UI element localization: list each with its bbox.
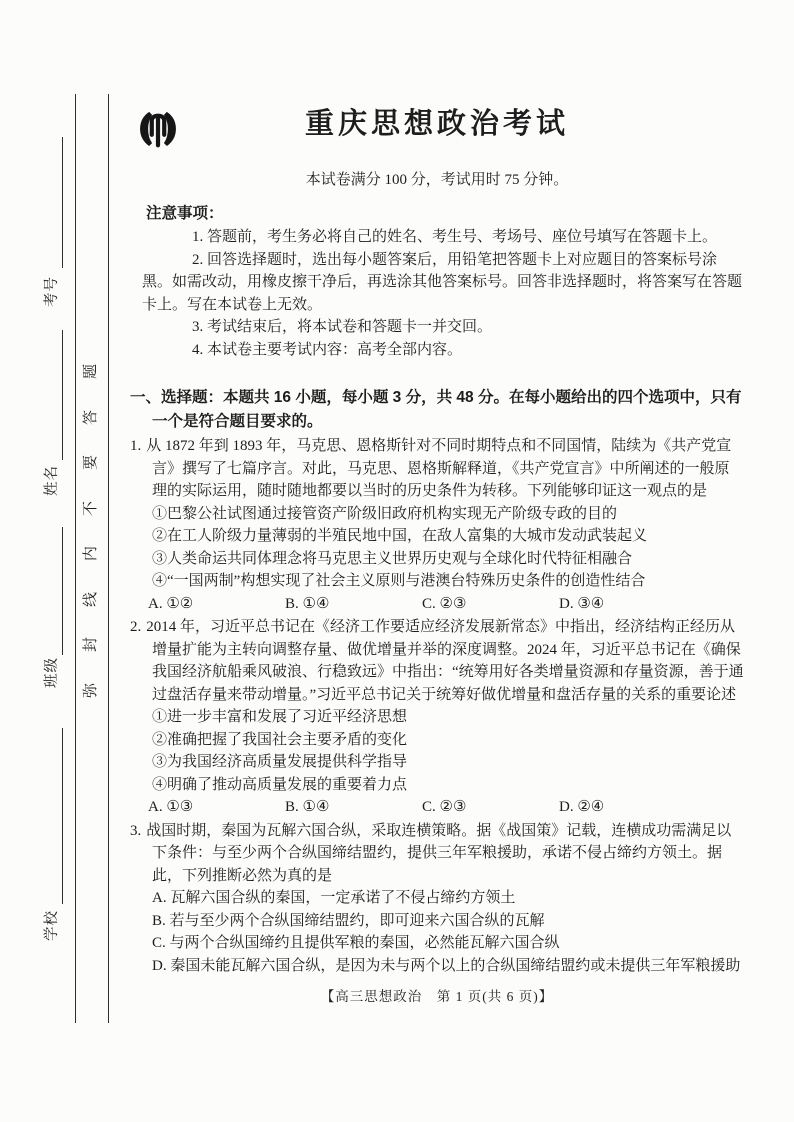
class-fill-line	[62, 527, 63, 655]
exam-number-label: 考号	[43, 275, 60, 307]
seal-line-right	[108, 94, 109, 1023]
option-a: A. 瓦解六国合纵的秦国，一定承诺了不侵占缔约方领土	[152, 890, 516, 906]
notice-heading: 注意事项：	[146, 204, 224, 222]
choice-b: B. ①④	[285, 799, 330, 815]
seal-notice-vertical-text: 题 答 要 不 内 线 封 弥	[82, 363, 99, 698]
school-label: 学校	[43, 909, 60, 941]
exam-score-duration-line: 本试卷满分 100 分，考试用时 75 分钟。	[305, 172, 569, 188]
statement-item: ③为我国经济高质量发展提供科学指导	[152, 754, 408, 770]
choice-a: A. ①②	[148, 595, 194, 612]
notice-item: 1. 答题前，考生务必将自己的姓名、考生号、考场号、座位号填写在答题卡上。	[192, 229, 718, 245]
option-d: D. 秦国未能瓦解六国合纵，是因为未与两个以上的合纵国缔结盟约或未提供三年军粮援助	[152, 957, 741, 974]
choice-a: A. ①③	[148, 799, 194, 815]
statement-item: ②在工人阶级力量薄弱的半殖民地中国，在敌人富集的大城市发动武装起义	[152, 528, 648, 544]
statement-item: ②准确把握了我国社会主要矛盾的变化	[152, 731, 408, 748]
choice-d: D. ③④	[559, 595, 605, 612]
page-title: 重庆思想政治考试	[304, 108, 569, 140]
question-1	[130, 435, 744, 615]
question-stem-text: 从 1872 年到 1893 年，马克思、恩格斯针对不同时期特点和不同国情，陆续为《共产党宣言》撰写了七篇序言。对此，马克思、恩格斯解释道，《共产党宣言》中所阐述的一般原理的实际运用，随时随地都要以当时的历史条件为转移。下列能够印证这一观点的是	[146, 438, 732, 499]
answer-choices-row	[130, 796, 744, 819]
question-2	[130, 616, 744, 819]
question-number: 3.	[130, 822, 142, 839]
student-name-fill-line	[62, 330, 63, 460]
statement-item: ④“一国两制”构想实现了社会主义原则与港澳台特殊历史条件的创造性结合	[152, 573, 646, 589]
question-3	[130, 820, 744, 978]
question-stem-text: 战国时期，秦国为瓦解六国合纵，采取连横策略。据《战国策》记载，连横成功需满足以下条件：与至少两个合纵国缔结盟约，提供三年军粮援助，承诺不侵占缔约方领土。据此，下列推断必然为真的是	[146, 822, 732, 884]
question-stem	[130, 820, 744, 888]
choice-d: D. ②④	[559, 799, 605, 815]
section-1-heading: 一、选择题：本题共 16 小题，每小题 3 分，共 48 分。在每小题给出的四个选项中，只有一个是符合题目要求的。	[130, 389, 742, 430]
statement-item: ③人类命运共同体理念将马克思主义世界历史观与全球化时代特征相融合	[152, 550, 633, 567]
statement-item: ④明确了推动高质量发展的重要着力点	[152, 776, 408, 793]
exam-number-fill-line	[62, 137, 63, 268]
option-b: B. 若与至少两个合纵国缔结盟约，即可迎来六国合纵的瓦解	[152, 912, 545, 929]
choice-b: B. ①④	[285, 595, 330, 612]
notice-block	[142, 226, 744, 361]
student-name-label: 姓名	[43, 464, 60, 496]
question-number: 2.	[130, 619, 142, 635]
question-stem-text: 2014 年，习近平总书记在《经济工作要适应经济发展新常态》中指出，经济结构正经历从增量扩能为主转向调整存量、做优增量并举的深度调整。2024 年，习近平总书记在《确保我国经济航船乘风破浪、行稳致远》中指出：“统筹用好各类增量资源和存量资源，善于通过盘活存量来带动增量。”习近平总书记关于统筹好做优增量和盘活存量的关系的重要论述	[146, 619, 744, 703]
choice-c: C. ②③	[422, 595, 467, 612]
exam-page-body	[130, 102, 744, 977]
option-c: C. 与两个合纵国缔约且提供军粮的秦国，必然能瓦解六国合纵	[152, 935, 560, 951]
question-stem	[130, 616, 744, 706]
notice-item: 3. 考试结束后，将本试卷和答题卡一并交回。	[192, 319, 493, 335]
choice-c: C. ②③	[422, 799, 467, 815]
class-label: 班级	[43, 656, 60, 688]
notice-item: 4. 本试卷主要考试内容：高考全部内容。	[192, 341, 463, 358]
question-stem	[130, 435, 744, 503]
answer-choices-row	[130, 593, 744, 616]
question-number: 1.	[130, 438, 142, 454]
page-footer: 【高三思想政治 第 1 页(共 6 页)】	[320, 989, 554, 1004]
school-fill-line	[62, 728, 63, 904]
notice-item: 2. 回答选择题时，选出每小题答案后，用铅笔把答题卡上对应题目的答案标号涂黑。如需改动，用橡皮擦干净后，再选涂其他答案标号。回答非选择题时，将答案写在答题卡上。写在本试卷上无效。	[142, 251, 743, 313]
statement-item: ①巴黎公社试图通过接管资产阶级旧政府机构实现无产阶级专政的目的	[152, 505, 618, 522]
statement-item: ①进一步丰富和发展了习近平经济思想	[152, 709, 408, 725]
